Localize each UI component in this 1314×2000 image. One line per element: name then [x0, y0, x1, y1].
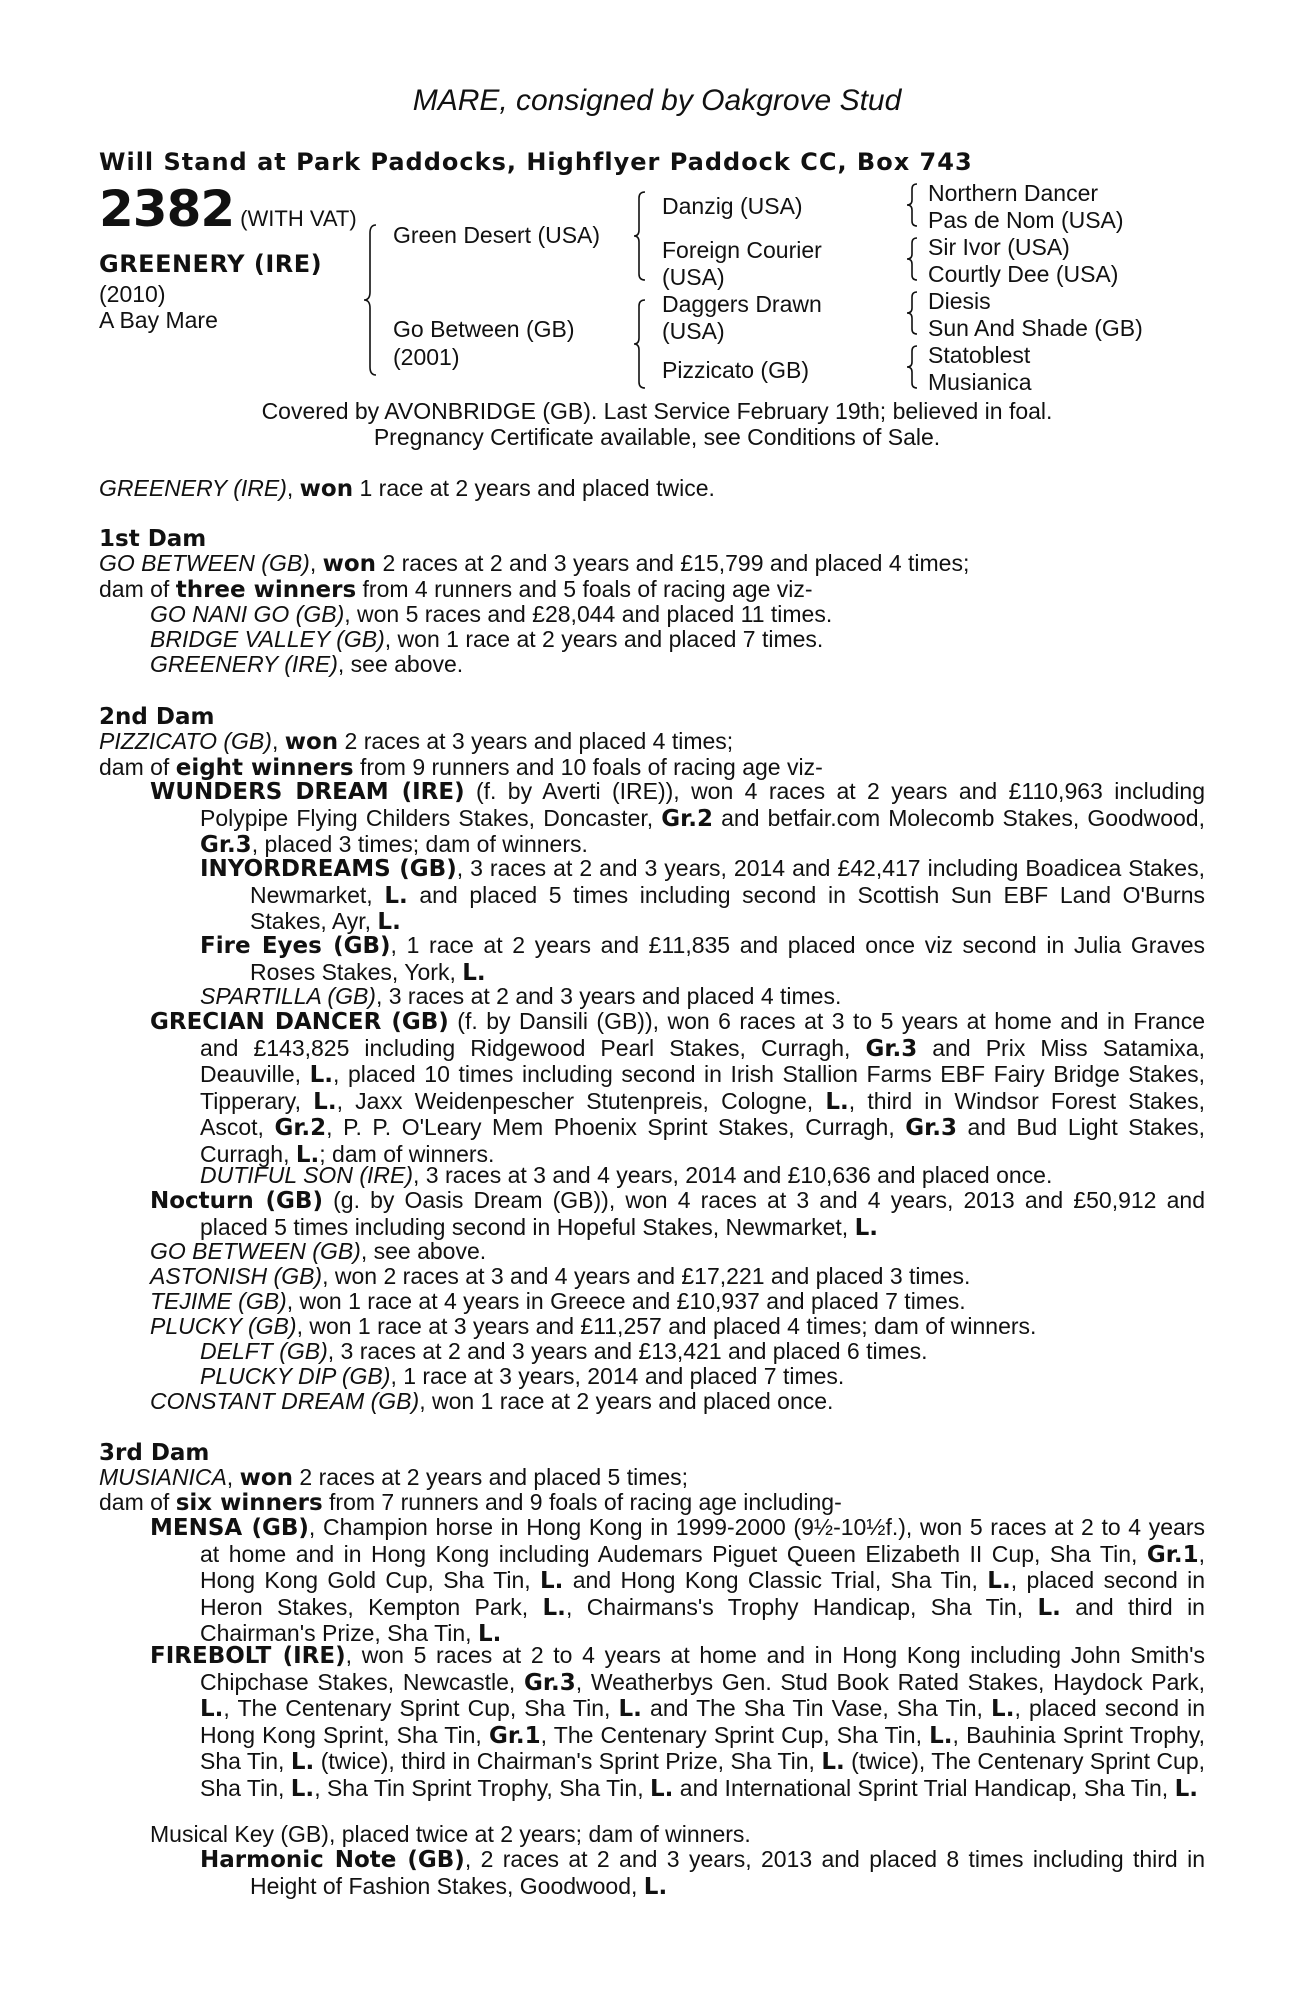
list-item: WUNDERS DREAM (IRE) (f. by Averti (IRE)), won 4 races at 2 years and £110,963 including Polypipe Flying Childers Stakes, Doncaster, Gr.2 and betfair.com Molecomb Stakes, Goodwood, Gr.3, placed 3 times; dam of winners. [150, 778, 1205, 859]
stabling-location: Will Stand at Park Paddocks, Highflyer Paddock CC, Box 743 [99, 148, 973, 176]
pedigree-brace [362, 225, 382, 375]
first-dam-heading: 1st Dam [99, 526, 207, 552]
pedigree-sire-dam-country: (USA) [662, 264, 725, 290]
first-dam-record: GO BETWEEN (GB), won 2 races at 2 and 3 years and £15,799 and placed 4 times; [99, 550, 970, 577]
covered-note: Covered by AVONBRIDGE (GB). Last Service February 19th; believed in foal. [261, 398, 1053, 424]
pedigree-brace [633, 192, 651, 280]
list-item: BRIDGE VALLEY (GB), won 1 race at 2 years and placed 7 times. [150, 626, 824, 652]
third-dam-produce-summary: dam of six winners from 7 runners and 9 foals of racing age including- [99, 1489, 842, 1516]
pedigree-dss: Diesis [928, 288, 991, 314]
list-item: CONSTANT DREAM (GB), won 1 race at 2 years and placed once. [150, 1388, 834, 1414]
list-item: MENSA (GB), Champion horse in Hong Kong in 1999-2000 (9½-10½f.), won 5 races at 2 to 4 years at home and in Hong Kong including Audemars Piguet Queen Elizabeth II Cup, Sha Tin, Gr.1, Hong Kong Gold Cup, Sha Tin, L. and Hong Kong Classic Trial, Sha Tin, L., placed second in Heron Stakes, Kempton Park, L., Chairmans's Trophy Handicap, Sha Tin, L. and third in Chairman's Prize, Sha Tin, L. [150, 1514, 1206, 1648]
pedigree-sire: Green Desert (USA) [393, 222, 601, 248]
pedigree-brace [906, 346, 922, 388]
consignor-heading: MARE, consigned by Oakgrove Stud [412, 84, 902, 117]
list-item: DELFT (GB), 3 races at 2 and 3 years and £13,421 and placed 6 times. [200, 1338, 928, 1364]
list-item: TEJIME (GB), won 1 race at 4 years in Greece and £10,937 and placed 7 times. [150, 1288, 966, 1314]
lot-header [99, 180, 357, 238]
pedigree-dam-dam: Pizzicato (GB) [662, 357, 809, 383]
pedigree-brace [906, 184, 922, 226]
list-item: Harmonic Note (GB), 2 races at 2 and 3 years, 2013 and placed 8 times including third in Height of Fashion Stakes, Goodwood, L. [200, 1846, 1205, 1900]
second-dam-heading: 2nd Dam [99, 704, 215, 730]
pedigree-ssd: Pas de Nom (USA) [928, 207, 1124, 233]
lot-number: 2382 [99, 180, 235, 238]
horse-description: A Bay Mare [99, 307, 218, 333]
pedigree-dam-year: (2001) [393, 344, 460, 370]
pedigree-sire-dam: Foreign Courier [662, 237, 822, 263]
list-item: PLUCKY DIP (GB), 1 race at 3 years, 2014 and placed 7 times. [200, 1363, 845, 1389]
list-item: ASTONISH (GB), won 2 races at 3 and 4 years and £17,221 and placed 3 times. [150, 1263, 971, 1289]
pedigree-dam-sire-country: (USA) [662, 318, 725, 344]
list-item: GRECIAN DANCER (GB) (f. by Dansili (GB)), won 6 races at 3 to 5 years at home and in France and £143,825 including Ridgewood Pearl Stakes, Curragh, Gr.3 and Prix Miss Satamixa, Deauville, L., placed 10 times including second in Irish Stallion Farms EBF Fairy Bridge Stakes, Tipperary, L., Jaxx Weidenpescher Stutenpreis, Cologne, L., third in Windsor Forest Stakes, Ascot, Gr.2, P. P. O'Leary Mem Phoenix Sprint Stakes, Curragh, Gr.3 and Bud Light Stakes, Curragh, L.; dam of winners. [150, 1008, 1206, 1168]
list-item: GREENERY (IRE), see above. [150, 651, 464, 677]
pedigree-sire-sire: Danzig (USA) [662, 193, 803, 219]
pedigree-dds: Statoblest [928, 342, 1031, 368]
list-item: INYORDREAMS (GB), 3 races at 2 and 3 years, 2014 and £42,417 including Boadicea Stakes, Newmarket, L. and placed 5 times including second in Scottish Sun EBF Land O'Burns Stakes, Ayr, L. [200, 855, 1205, 936]
pedigree-sss: Northern Dancer [928, 180, 1099, 206]
list-item: PLUCKY (GB), won 1 race at 3 years and £11,257 and placed 4 times; dam of winners. [150, 1313, 1037, 1339]
list-item: Fire Eyes (GB), 1 race at 2 years and £11,835 and placed once viz second in Julia Graves Roses Stakes, York, L. [200, 932, 1206, 986]
pedigree-brace [906, 238, 922, 280]
list-item: DUTIFUL SON (IRE), 3 races at 3 and 4 years, 2014 and £10,636 and placed once. [200, 1162, 1053, 1188]
pedigree-dam: Go Between (GB) [393, 316, 575, 342]
list-item: GO BETWEEN (GB), see above. [150, 1238, 487, 1264]
vat-note: (WITH VAT) [240, 206, 357, 231]
pedigree-dam-sire: Daggers Drawn [662, 291, 822, 317]
pedigree-ddd: Musianica [928, 369, 1032, 395]
pedigree-sdd: Courtly Dee (USA) [928, 261, 1119, 287]
third-dam-heading: 3rd Dam [99, 1440, 210, 1466]
pregnancy-note: Pregnancy Certificate available, see Conditions of Sale. [373, 424, 941, 450]
second-dam-produce-summary: dam of eight winners from 9 runners and 10 foals of racing age viz- [99, 754, 823, 781]
horse-name: GREENERY (IRE) [99, 250, 323, 278]
pedigree-brace [906, 292, 922, 334]
list-item: Nocturn (GB) (g. by Oasis Dream (GB)), won 4 races at 3 and 4 years, 2013 and £50,912 and placed 5 times including second in Hopeful Stakes, Newmarket, L. [150, 1187, 1205, 1241]
list-item: FIREBOLT (IRE), won 5 races at 2 to 4 years at home and in Hong Kong including John Smith's Chipchase Stakes, Newcastle, Gr.3, Weatherbys Gen. Stud Book Rated Stakes, Haydock Park, L., The Centenary Sprint Cup, Sha Tin, L. and The Sha Tin Vase, Sha Tin, L., placed second in Hong Kong Sprint, Sha Tin, Gr.1, The Centenary Sprint Cup, Sha Tin, L., Bauhinia Sprint Trophy, Sha Tin, L. (twice), third in Chairman's Sprint Prize, Sha Tin, L. (twice), The Centenary Sprint Cup, Sha Tin, L., Sha Tin Sprint Trophy, Sha Tin, L. and International Sprint Trial Handicap, Sha Tin, L. [150, 1642, 1206, 1802]
list-item: GO NANI GO (GB), won 5 races and £28,044 and placed 11 times. [150, 601, 833, 627]
produce-summary: GREENERY (IRE), won 1 race at 2 years and placed twice. [99, 475, 715, 502]
pedigree-brace [633, 300, 651, 388]
third-dam-record: MUSIANICA, won 2 races at 2 years and placed 5 times; [99, 1464, 689, 1491]
pedigree-sds: Sir Ivor (USA) [928, 234, 1070, 260]
first-dam-produce-summary: dam of three winners from 4 runners and 5 foals of racing age viz- [99, 576, 813, 603]
horse-year: (2010) [99, 281, 166, 307]
pedigree-dsd: Sun And Shade (GB) [928, 315, 1143, 341]
list-item: SPARTILLA (GB), 3 races at 2 and 3 years and placed 4 times. [200, 983, 842, 1009]
list-item: Musical Key (GB), placed twice at 2 years; dam of winners. [150, 1821, 751, 1847]
second-dam-record: PIZZICATO (GB), won 2 races at 3 years and placed 4 times; [99, 728, 734, 755]
